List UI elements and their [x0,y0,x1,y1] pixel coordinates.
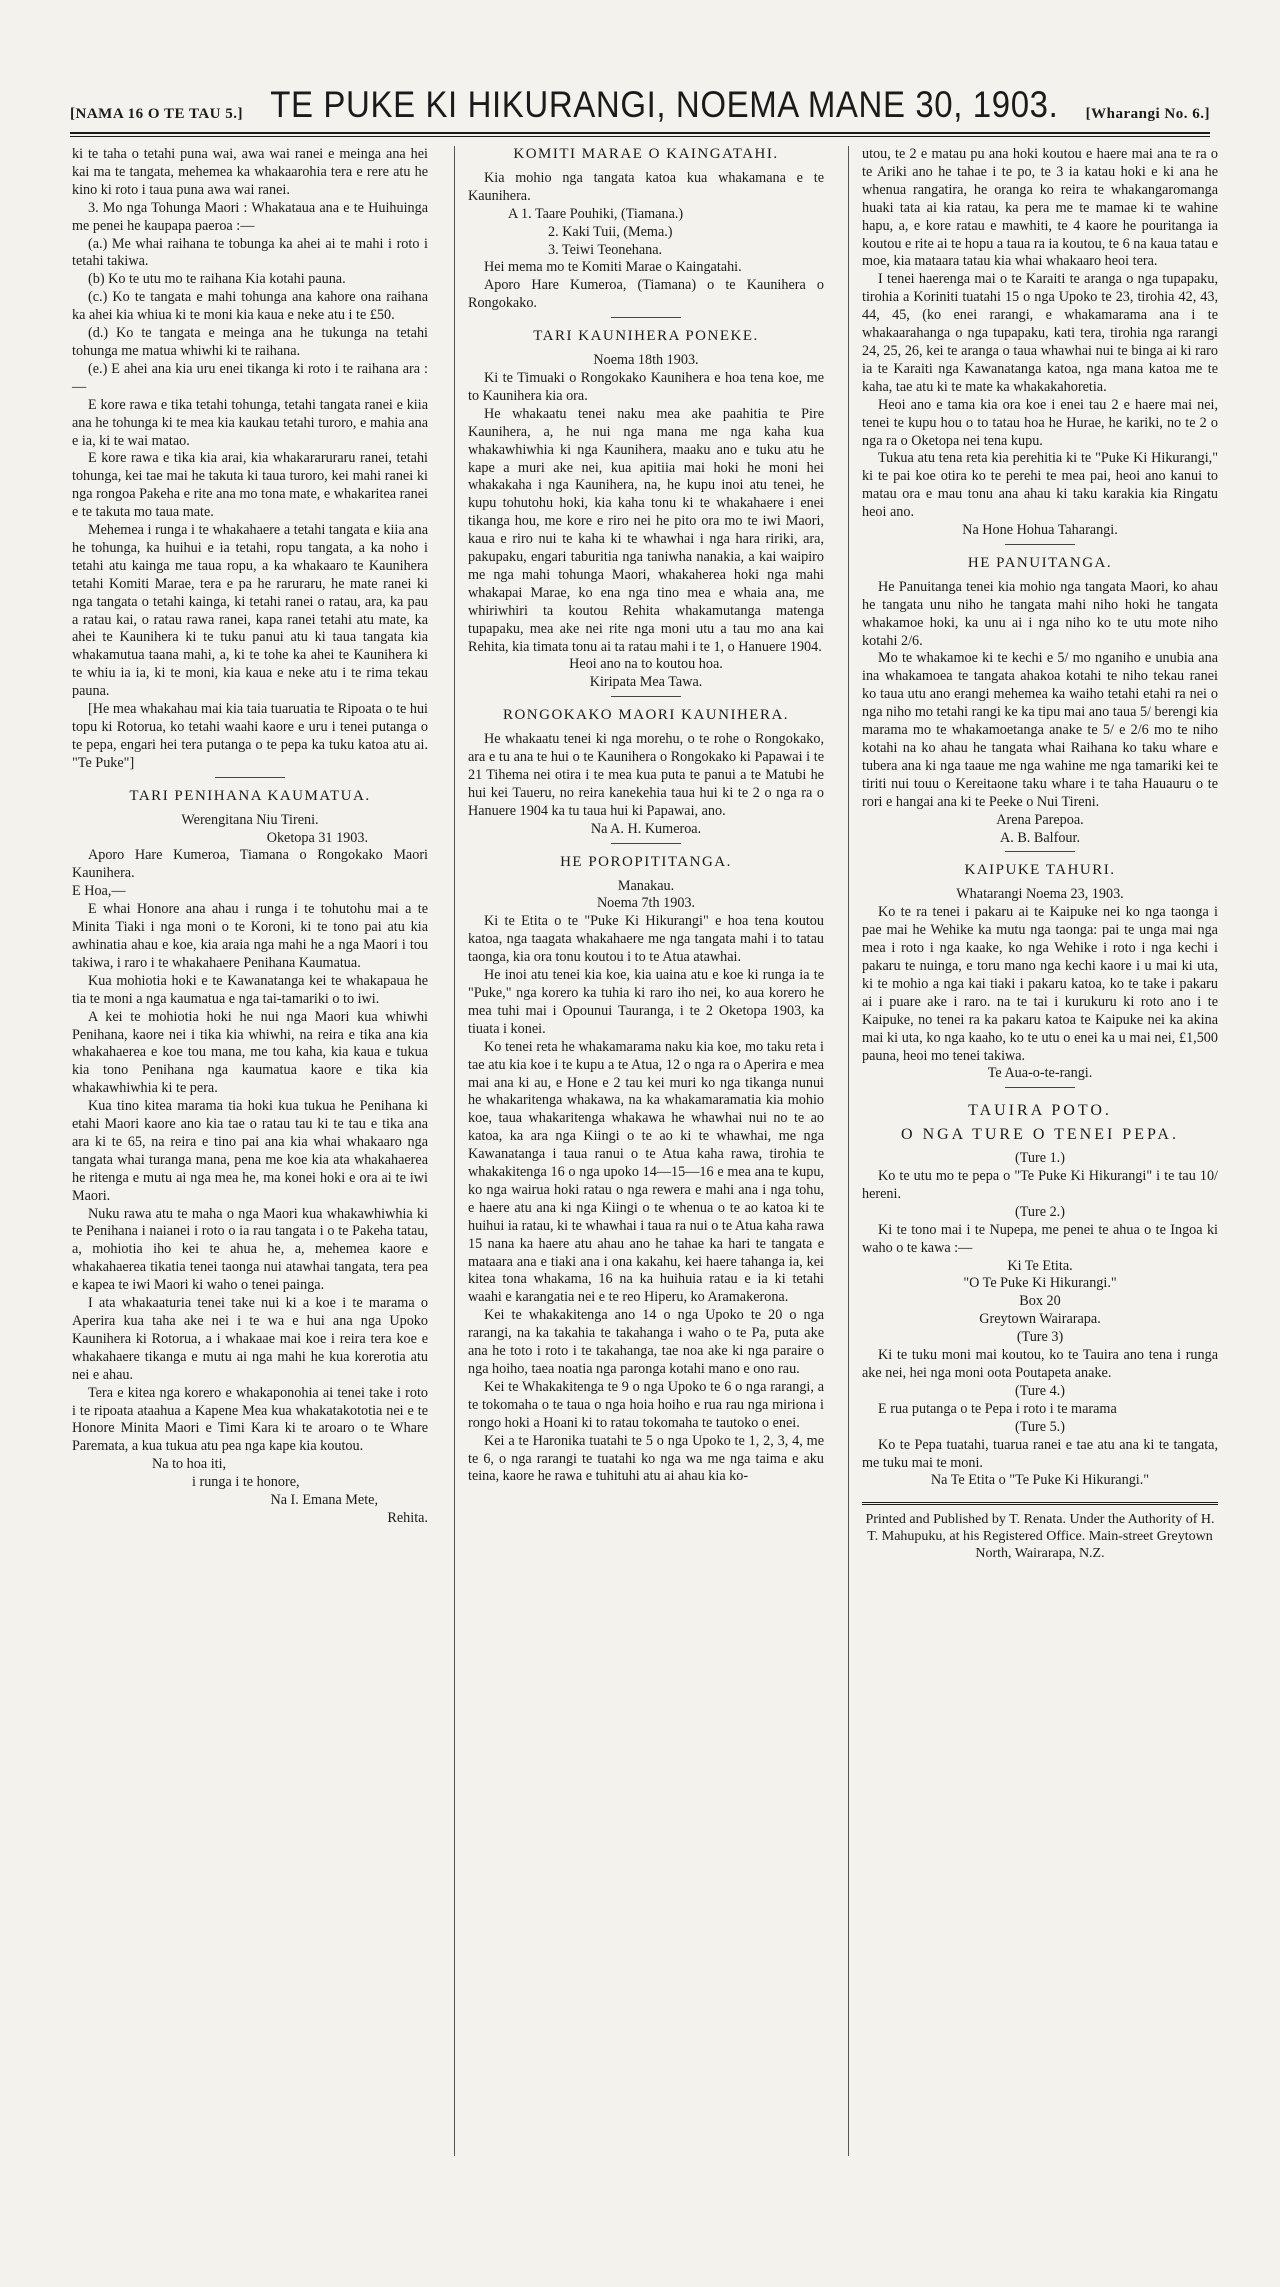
column-3 [862,146,1218,1562]
paragraph: (e.) E ahei ana kia uru enei tikanga ki roto i te raihana ara :— [72,360,428,395]
newspaper-title: TE PUKE KI HIKURANGI, NOEMA MANE 30, 1903. [270,83,1059,125]
editor-note: [He mea whakahau mai kia taia tuaruatia te Ripoata o te hui topu ki Rotorua, ko tetahi waahi kaore e uru i tenei putanga o te pepa, engari hei tera putanga o te pepa ka tuku katoa atu ai. "Te Puke"] [72,701,428,771]
section-rule [1005,1087,1075,1088]
address-line: Box 20 [1019,1293,1061,1310]
column-1 [72,146,428,1528]
paragraph: He Panuitanga tenei kia mohio nga tangata Maori, ko ahau he tangata unu niho he tangata mahi niho hoki he tangata whakamoe hoki, ka unu ai i nga niho ko te utu mote niho kotahi 2/6. [862,578,1218,649]
column-divider [454,146,455,2156]
page-number: [Wharangi No. 6.] [1085,106,1210,122]
section-title: TARI PENIHANA KAUMATUA. [129,787,371,804]
addressee: Aporo Hare Kumeroa, Tiamana o Rongokako Maori Kaunihera. [72,847,428,882]
paragraph: Hei mema mo te Komiti Marae o Kaingatahi. [484,259,742,276]
rule-heading: (Ture 2.) [1015,1203,1065,1220]
paragraph: I ata whakaaturia tenei take nui ki a koe i te marama o Aperira kua taha ake nei i te wa e hui ana nga Upoko Kaunihera ki Rotorua, a i whakaae mai koe i reira tera koe e whakahaere tikanga e mutu ai nga mahi he kua korerotia atu nei e ahau. [72,1295,428,1383]
rule-heading: (Ture 5.) [1015,1418,1065,1435]
masthead [70,83,1210,126]
signature: Te Aua-o-te-rangi. [987,1065,1093,1082]
signature: Na I. Emana Mete, [270,1492,378,1509]
paragraph: Ki te tuku moni mai koutou, ko te Tauira ano tena i runga ake nei, hei nga moni oota Poutapeta anake. [862,1347,1218,1381]
section-title: KOMITI MARAE O KAINGATAHI. [513,146,779,162]
paragraph: E rua putanga o te Pepa i roto i te marama [878,1400,1117,1417]
paragraph: Kua mohiotia hoki e te Kawanatanga kei te whakapaua he tia te moni a nga kaumatua e nga tai-tamariki o to iwi. [72,972,428,1007]
paragraph: E kore rawa e tika kia arai, kia whakararuraru ranei, tetahi tohunga, kei tae mai he takuta ki taua turoro, kei mahi ranei ki nga rongoa Pakeha e rite ana mo tona mate, e whakaritea ranei e te takuta mo taua mate. [72,450,428,521]
paragraph: Mo te whakamoe ki te kechi e 5/ mo nganiho e unubia ana ina whakamoea te tangata ahakoa kotahi te niho tekau ranei ko taua utu ano erangi mehemea ka waiho tetahi etahi ra nei o nga niho mo tetahi rangi ke ka tipu mai ano taua 5/ berengi kia marama mo te whakamoetanga anake te 5/ e 2/6 mo te niho kotahi na ko ahau he tangata whai Raihana ko taku whare e tubera ana ki nga taaue me nga wahine me nga tamariki kei te tiriti nui touu o Kereitaone taku whare i te taha Hauauru o te rori e hangai ana ki te Peeke o Nui Tireni. [862,650,1218,810]
paragraph: Ki te tono mai i te Nupepa, me penei te ahua o te Ingoa ki waho o te kawa :— [862,1221,1218,1256]
section-rule [1005,544,1075,545]
signature: A. B. Balfour. [1000,829,1080,846]
paragraph: (c.) Ko te tangata e mahi tohunga ana kahore ona raihana ka ahei kia whiua ki te moni kia kaua e neke atu i te £50. [72,289,428,324]
section-title: HE POROPITITANGA. [560,853,732,870]
paragraph: Heoi ano e tama kia ora koe i enei tau 2 e haere mai nei, tenei te kupu hou o to tatau hoa he Hurae, he kariki, no te 2 o nga ra o Oketopa nei tena kupu. [862,396,1218,449]
paragraph: Kia mohio nga tangata katoa kua whakamana e te Kaunihera. [468,169,824,204]
paragraph: utou, te 2 e matau pu ana hoki koutou e haere mai ana te ra o te Ariki ano he tahae i te po, te 3 ia katau hoki e ki ana he whenua rangatira, he oranga ko reira te whakangaromanga huaki tata ai kia ratau, ka pera me te mamae ki te wahine hapu, a, e kore ratau e mawhiti, te 4 kaore he pouritanga ia koutou e rite ai te hopu a taua ra ia koutou, te 6 na kaua tatau e moe, kia mataara tatau kia whai whakaaro heoi tera. [862,146,1218,270]
signoff: Heoi ano na to koutou hoa. [569,656,723,673]
paragraph: Kua tino kitea marama tia hoki kua tukua he Penihana ki etahi Maori kaore ano kia tae o ratau tau ki te tau e tika ana ara ki te 65, na reira e tino pai ana kia whai whakaaro nga tangata whai turanga mana, pena me koe kia ata whakahaerea he ritenga e mutu ai nga mea he, ma konei hoki e ora ai te iwi Maori. [72,1098,428,1204]
section-rule [611,317,681,318]
signature-title: Rehita. [387,1509,428,1526]
section-title: RONGOKAKO MAORI KAUNIHERA. [502,707,790,724]
signoff: i runga i te honore, [192,1474,300,1491]
paragraph: Tukua atu tena reta kia perehitia ki te "Puke Ki Hikurangi," ki te pai koe otira ko te perehi te mea pai, heoi ano kanui to matau ora e mau tonu ana ahau ki taku karakia kia Ringatu heoi ano. [862,450,1218,521]
masthead-rule [70,132,1210,134]
signature: Na Te Etita o "Te Puke Ki Hikurangi." [930,1472,1150,1489]
rule-heading: (Ture 3) [1016,1329,1064,1346]
signature: Na Hone Hohua Taharangi. [962,522,1118,539]
paragraph: He whakaatu tenei ki nga morehu, o te rohe o Rongokako, ara e tu ana te hui o te Kaunihera o Rongokako ki Papawai i te 21 Tihema nei otira i te mea kua puta te panui a te Matubi he hui kei Taueru, no reira kanekehia taua hui ki te 2 o nga ra o Hanuere 1904 ka tu taua hui ki Papawai, ano. [468,731,824,819]
column-divider [848,146,849,2156]
paragraph: Kei te Whakakitenga te 9 o nga Upoko te 6 o nga rarangi, a te tokomaha o te taua o nga hoia hoiho e rua rau nga miriona i rongo hoki a Hoani ki to ratau tokomaha te tautoko o enei. [468,1378,824,1431]
address-line: "O Te Puke Ki Hikurangi." [963,1275,1117,1292]
list-item: 2. Kaki Tuii, (Mema.) [548,223,673,240]
section-subtitle: O NGA TURE O TENEI PEPA. [901,1126,1179,1144]
signoff: Na to hoa iti, [152,1456,227,1473]
dateline-place: Werengitana Niu Tireni. [181,811,319,828]
printer-imprint: Printed and Published by T. Renata. Under the Authority of H. T. Mahupuku, at his Registered Office. Main-street Greytown North, Wairarapa, N.Z. [862,1502,1218,1562]
dateline-date: Noema 7th 1903. [596,895,696,912]
paragraph: (b) Ko te utu mo te raihana Kia kotahi pauna. [88,271,346,288]
column-2 [468,146,824,1486]
greeting: E Hoa,— [72,883,126,900]
signature: Na A. H. Kumeroa. [590,820,702,837]
paragraph: A kei te mohiotia hoki he nui nga Maori kua whiwhi Penihana, kaore nei i tika kia whiwhi, na reira e tika ana kia whakahaerea e koe tou mana, me tou kaha, kia kaua e tukua kia tono Penihana nga kaumatua kaore e tika kia whakawhiwhia ki te pera. [72,1008,428,1097]
issue-number: [NAMA 16 O TE TAU 5.] [70,106,244,122]
paragraph: I tenei haerenga mai o te Karaiti te aranga o nga tupapaku, tirohia a Koriniti tuatahi 15 o nga Upoko te 23, tirohia 42, 43, 44, 45, (ko enei rarangi, e whakamarama ana i te whakaarahanga o nga tupapaku, kati tera, tirohia nga rarangi 24, 25, 26, kei te aranga o taua whawhai nui te binga ai ki raro ia te Karaiti nga Kawanatanga katoa, nga mana katoa me te kaha, tae atu ki te mate ka whakakahoretia. [862,271,1218,395]
paragraph: (a.) Me whai raihana te tobunga ka ahei ai te mahi i roto i tetahi takiwa. [72,235,428,270]
paragraph: Kei te whakakitenga ano 14 o nga Upoko te 20 o nga rarangi, na ka takahia te takahanga i waho o te Pa, puta ake ana he toto i roto i te takahanga, tae noa ake ki nga paraire o nga hoiho, taea noatia nga paronga kotahi mano e ono rau. [468,1307,824,1377]
section-rule [215,777,285,778]
section-rule [1005,851,1075,852]
paragraph: 3. Mo nga Tohunga Maori : Whakataua ana e te Huihuinga me penei he kaupapa paeroa :— [72,199,428,234]
paragraph: He inoi atu tenei kia koe, kia uaina atu e koe ki runga ia te "Puke," nga korero ka tuhia ki raro iho nei, ko aua korero he mea tuhi mai i Opounui Tauranga, i te 2 Oketopa 1903, ka tiuata i konei. [468,967,824,1037]
paragraph: (d.) Ko te tangata e meinga ana he tukunga na tetahi tohunga me matua whiwhi ki te raihana. [72,325,428,359]
rule-heading: (Ture 1.) [1015,1150,1065,1167]
paragraph: Aporo Hare Kumeroa, (Tiamana) o te Kaunihera o Rongokako. [468,277,824,312]
dateline-date: Oketopa 31 1903. [266,829,368,846]
paragraph: Tera e kitea nga korero e whakaponohia ai tenei take i roto i te ripoata ataahua a Kapene Mea kua whakatakototia nei e te Honore Minita Maori e Timi Kara ki te aroaro o te Whare Paremata, a kua tukua atu pea nga kape kia koutou. [72,1384,428,1455]
paragraph: Ki te Etita o te "Puke Ki Hikurangi" e hoa tena koutou katoa, nga taagata whakahaere me nga tangata mahi i to tatau taonga, kia ora tonu koutou i to te Atua atawhai. [468,913,824,966]
list-item: 3. Teiwi Teonehana. [548,241,663,258]
section-title: TARI KAUNIHERA PONEKE. [533,328,759,345]
paragraph: Kei a te Haronika tuatahi te 5 o nga Upoko te 1, 2, 3, 4, me te 6, o nga rarangi te tuatahi ko nga wa me nga taima e aku teina, kaore he rawa e tuhituhi atu ai ahau kia ko- [468,1432,824,1485]
signature: Arena Parepoa. [996,811,1084,828]
dateline-date: Noema 18th 1903. [593,352,699,369]
masthead-rule-thin [70,136,1210,137]
section-title: KAIPUKE TAHURI. [964,862,1116,879]
section-title: HE PANUITANGA. [967,554,1113,571]
paragraph: Ko te Pepa tuatahi, tuarua ranei e tae atu ana ki te tangata, me tuku mai te moni. [862,1436,1218,1471]
dateline-date: Whatarangi Noema 23, 1903. [956,886,1124,903]
dateline-place: Manakau. [617,877,675,894]
paragraph: Ko te utu mo te pepa o "Te Puke Ki Hikurangi" i te tau 10/ hereni. [862,1168,1218,1202]
paragraph: E whai Honore ana ahau i runga i te tohutohu mai a te Minita Tiaki i nga moni o te Koroni, ki te tono pai atu kia awhinatia ahau e koe, kia araia nga mahi he a nga Maori i tou takiwa, i raro i te whakahaere Penihana Kaumatua. [72,901,428,971]
section-rule [611,696,681,697]
address-line: Greytown Wairarapa. [979,1311,1101,1328]
list-item: A 1. Taare Pouhiki, (Tiamana.) [508,205,684,222]
paragraph: He whakaatu tenei naku mea ake paahitia te Pire Kaunihera, a, he nui nga mana me nga kaha kua whakawhiwhia ki nga Kaunihera, maaku ano e tuku atu he kape a muri ake nei, kua apitiia mai hoki he moni hei whakakaha i nga Kaunihera, na, he kupu inoi atu tenei, he kupu tohutohu hoki, kia kaha tonu ki te whakahaere i enei tikanga hou, me kore e riro nei he pito ora mo te iwi Maori, kaua e riro nui te kaha ki te whawhai i nga hara ririki, ara, pakupaku, engari taburitia nga taniwha nanakia, a kai waipiro me nga mahi tohunga Maori, whakaherea hoki nga mahi whakapai Marae, ko ena nga tino mea e whaia ana, me whiriwhiri ta koutou Rehita whakamutanga matenga tupapaku, mea ake nei rite nga moni utu a tau mo ana kai Rehita, kia timata tonu ai ta ratau mahi i te 1, o Hanuere 1904. [468,405,824,655]
paragraph: Ko te ra tenei i pakaru ai te Kaipuke nei ko nga taonga i pae mai he Wehike ka mutu nga taonga: pai te unga mai nga mea i roto i nga kaake, ko nga Wehike i roto i nga kechi i pakaru te nuinga, e toru mano nga kechi kaore i u mai ki uta, ki te mohio a nga kai tiaki i pakaru katoa, ko te take i pakaru ai i puare ake i raro. na te tai i kurukuru ki roto ano i te Kaipuke, no tenei ra ka pakaru katoa te Kaipuke nei ka akina mai ki uta, ko nga kaaho, ko te utu o enei ka u mai nei, £1,500 pauna, heoi mo tenei takiwa. [862,904,1218,1064]
paragraph: Mehemea i runga i te whakahaere a tetahi tangata e kiia ana he tohunga, ka huihui e ia tetahi, ropu tangata, a ka noho i tetahi atu kainga me taua ropu, a ka whakaaro te Kaunihera tetahi Komiti Marae, tera e pa he raruraru, he mate ranei ki nga tangata o tetahi kainga, ki tetahi ranei o ratau, ara, ka pau a ratau kai, o ratau rawa ranei, kapa ranei tetahi atu mate, ka ahei te Kaunihera ki te tuku panui atu ki taua tangata kia whakamutua taana mahi, a, ki te tohe ka ahei te Kaunihera ki te whiu ia ia, ki te moni, kia kaua e neke atu i te rima tekau pauna. [72,522,428,700]
paragraph: Ki te Timuaki o Rongokako Kaunihera e hoa tena koe, me to Kaunihera kia ora. [468,369,824,404]
section-rule [611,843,681,844]
address-line: Ki Te Etita. [1007,1257,1073,1274]
signature: Kiripata Mea Tawa. [589,674,703,691]
paragraph: ki te taha o tetahi puna wai, awa wai ranei e meinga ana hei kai ma te tangata, mehemea ka whakaarohia tera e rere atu he kino ki roto i taua puna awa wai ranei. [72,146,428,198]
paragraph: Nuku rawa atu te maha o nga Maori kua whakawhiwhia ki te Penihana i naianei i roto o ia rau tangata i o te Pakeha tatau, a, mohiotia iho kei te ahua he, a, mehemea kaore e whakahaerea tikatia tenei taonga nui atawhai tangata, tera pea e kapea te iwi Maori ki waho o tenei painga. [72,1205,428,1294]
section-title: TAUIRA POTO. [968,1102,1112,1120]
rule-heading: (Ture 4.) [1015,1382,1065,1399]
paragraph: Ko tenei reta he whakamarama naku kia koe, mo taku reta i tae atu kia koe i te kupu a te Atua, 12 o nga ra o Aperira e mea mai ana ki au, e Hone e 2 tau kei muri ko nga tikanga nunui he whakaritenga whakawa, na ka whakamaramatia kia mohio koe, taua whakaritenga whakawa he whawhai nui no te ao katoa, ka ara nga Kiingi o te ao ki te whawhai, me nga Kawanatanga i taua ranui o te Atua kaha rawa, tirohia te whakakitenga 16 o nga upoko 14—15—16 e mea ana te kupu, ko nga wairua hoki ratau o nga rewera e mahi ana i nga tohu, e haere atu ana ki nga Kiingi o te whenua o te ao katoa ki te huihui ia ratau, ki te whawhai i taua ra nui o te Atua kaha rawa 15 nana ka haere atu ahau ano he tahae ka hari te tangata e mataara ana e tiaki ana i ona kakahu, kei haere tahanga ia, kei kitea tona whakama, 16 na ka huihuia ratau e ia ki tetahi waahi e karangatia nei e te reo Hiperu, ko Aramakerona. [468,1038,824,1306]
paragraph: E kore rawa e tika tetahi tohunga, tetahi tangata ranei e kiia ana he tohunga ki te mea kia kaukau tetahi turoro, e mahia ana e ia, ki te wai matao. [72,396,428,449]
